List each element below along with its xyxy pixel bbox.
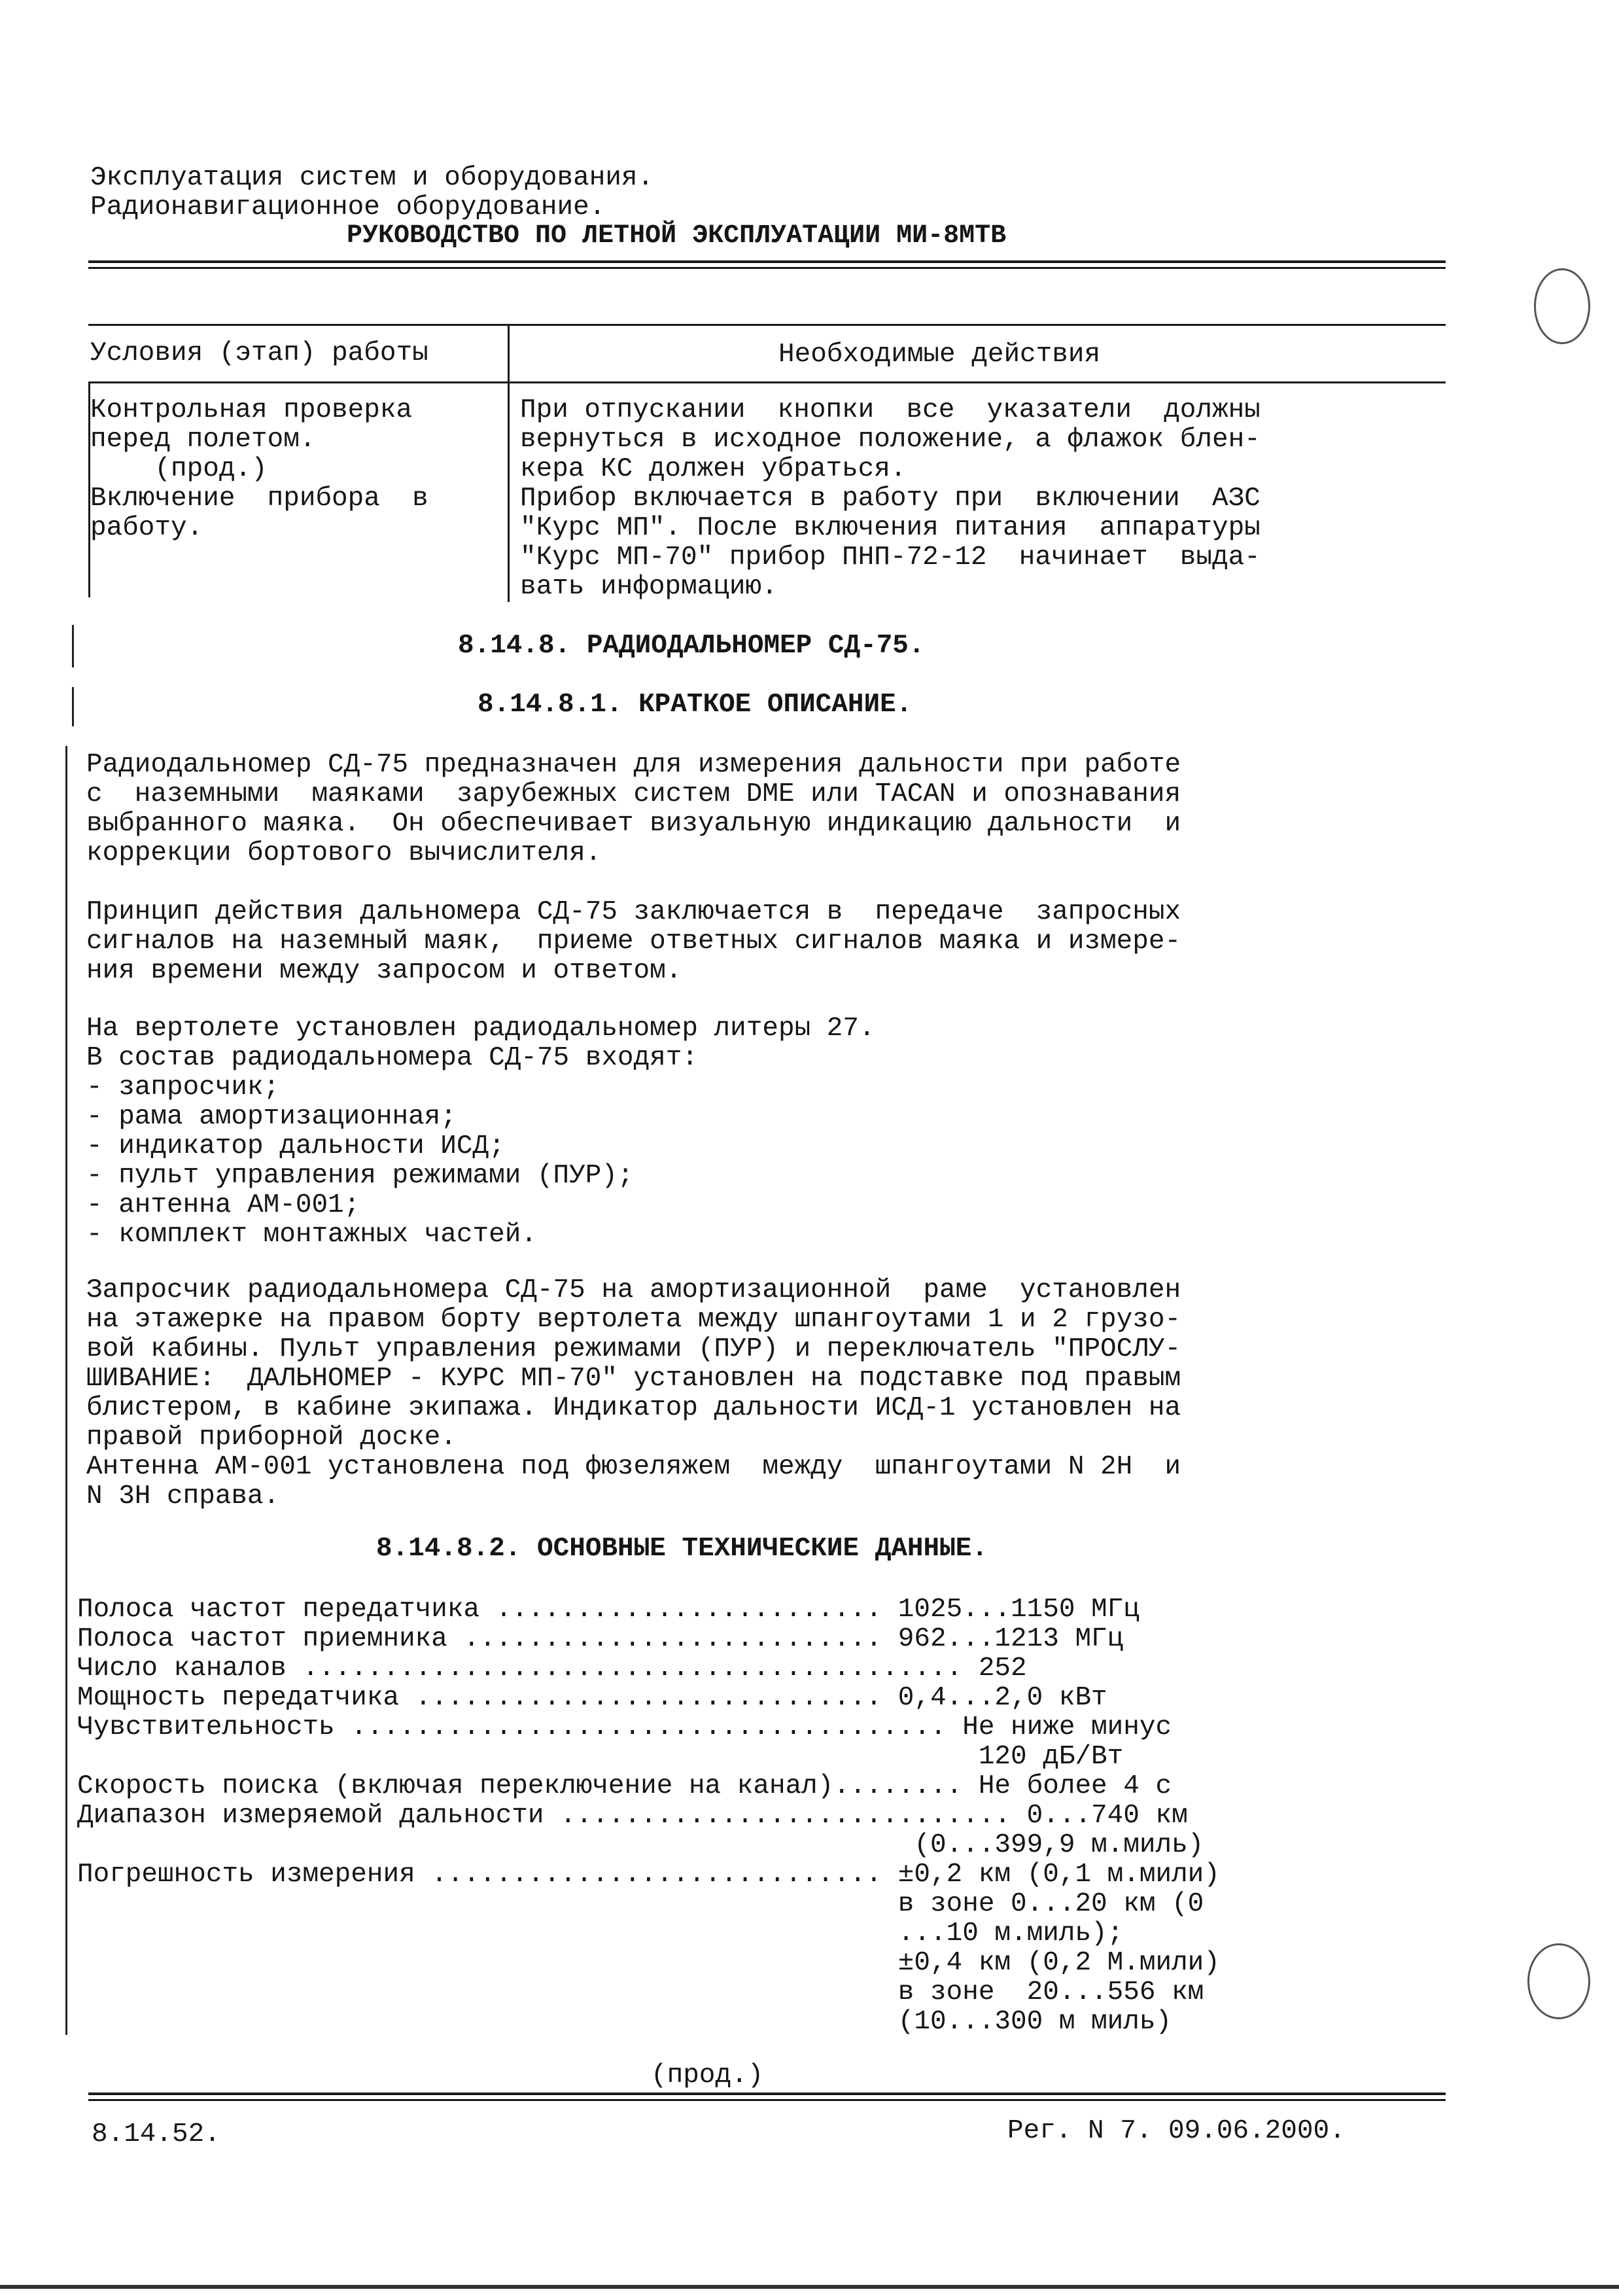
list-item: - пульт управления режимами (ПУР); (86, 1161, 634, 1191)
footer-rule-top (88, 2093, 1446, 2095)
spec-line: Число каналов ......................................... 252 (77, 1653, 1027, 1684)
table-col2-header: Необходимые действия (778, 340, 1101, 370)
header-rule-bottom (88, 267, 1446, 269)
subsection-title-description: 8.14.8.1. КРАТКОЕ ОПИСАНИЕ. (478, 690, 913, 720)
text-line: ния времени между запросом и ответом. (86, 956, 682, 986)
text-line: выбранного маяка. Он обеспечивает визуальную индикацию дальности и (86, 809, 1181, 839)
footer-rule-bottom (88, 2099, 1446, 2101)
list-item: - комплект монтажных частей. (86, 1220, 537, 1250)
spec-line: в зоне 20...556 км (77, 1977, 1204, 2007)
table-col1-line: перед полетом. (90, 425, 316, 455)
table-header-rule (88, 381, 1446, 383)
spec-line: в зоне 0...20 км (0 (77, 1889, 1204, 1919)
table-col2-line: вернуться в исходное положение, а флажок блен- (520, 425, 1261, 455)
registration-number: Рег. N 7. 09.06.2000. (1007, 2116, 1346, 2146)
table-top-rule (88, 324, 1446, 326)
header-line-2: Радионавигационное оборудование. (90, 192, 606, 222)
spec-line: Чувствительность ..................................... Не ниже минус (77, 1712, 1172, 1742)
table-col2-line: кера КС должен убраться. (520, 454, 907, 484)
spec-line: (10...300 м миль) (77, 2007, 1172, 2037)
spec-line: Полоса частот передатчика ........................ 1025...1150 МГц (77, 1595, 1140, 1625)
spec-line: 120 дБ/Вт (77, 1742, 1124, 1772)
list-item: - индикатор дальности ИСД; (86, 1131, 505, 1161)
table-col-divider (508, 324, 510, 602)
table-col1-line: работу. (90, 513, 203, 543)
table-col1-line: (прод.) (90, 454, 268, 484)
text-line: ШИВАНИЕ: ДАЛЬНОМЕР - КУРС МП-70" установлен на подставке под правым (86, 1364, 1181, 1394)
spec-line: Скорость поиска (включая переключение на канал)........ Не более 4 с (77, 1771, 1172, 1801)
text-line: правой приборной доске. (86, 1422, 457, 1453)
list-item: - антенна АМ-001; (86, 1190, 360, 1220)
text-line: Принцип действия дальномера СД-75 заключается в передаче запросных (86, 897, 1181, 927)
text-line: Радиодальномер СД-75 предназначен для измерения дальности при работе (86, 750, 1181, 780)
text-line: N 3Н справа. (86, 1481, 280, 1511)
scan-edge (0, 2285, 1619, 2289)
spec-line: (0...399,9 м.миль) (77, 1830, 1204, 1860)
text-line: сигналов на наземный маяк, приеме ответных сигналов маяка и измере- (86, 927, 1181, 957)
text-line: Запросчик радиодальномера СД-75 на амортизационной раме установлен (86, 1275, 1181, 1305)
table-col2-line: Прибор включается в работу при включении АЗС (520, 484, 1261, 514)
subsection-title-specs: 8.14.8.2. ОСНОВНЫЕ ТЕХНИЧЕСКИЕ ДАННЫЕ. (376, 1534, 988, 1564)
table-col2-line: "Курс МП". После включения питания аппаратуры (520, 513, 1261, 543)
text-line: блистером, в кабине экипажа. Индикатор дальности ИСД-1 установлен на (86, 1393, 1181, 1423)
text-line: с наземными маяками зарубежных систем DME или TACAN и опознавания (86, 779, 1181, 809)
margin-change-bar (72, 625, 74, 667)
punch-hole-top (1534, 268, 1590, 344)
section-title: 8.14.8. РАДИОДАЛЬНОМЕР СД-75. (458, 631, 925, 661)
text-line: на этажерке на правом борту вертолета между шпангоутами 1 и 2 грузо- (86, 1305, 1181, 1335)
spec-line: Мощность передатчика ............................. 0,4...2,0 кВт (77, 1683, 1107, 1713)
table-col2-line: вать информацию. (520, 572, 778, 602)
text-line: коррекции бортового вычислителя. (86, 838, 602, 868)
table-col1-header: Условия (этап) работы (90, 338, 428, 368)
list-item: - запросчик; (86, 1072, 280, 1103)
spec-line: ±0,4 км (0,2 М.мили) (77, 1948, 1220, 1978)
spec-line: Диапазон измеряемой дальности ............................ 0...740 км (77, 1801, 1188, 1831)
list-item: - рама амортизационная; (86, 1102, 457, 1132)
spec-line: Полоса частот приемника .......................... 962...1213 МГц (77, 1624, 1124, 1654)
text-line: В состав радиодальномера СД-75 входят: (86, 1043, 698, 1073)
page-number: 8.14.52. (92, 2119, 220, 2149)
table-col1-line: Включение прибора в (90, 484, 428, 514)
spec-line: ...10 м.миль); (77, 1918, 1124, 1949)
margin-change-bar (72, 687, 74, 726)
table-col1-line: Контрольная проверка (90, 395, 413, 425)
continued-marker: (прод.) (651, 2060, 764, 2091)
header-line-1: Эксплуатация систем и оборудования. (90, 163, 654, 193)
table-col2-line: При отпускании кнопки все указатели должны (520, 395, 1261, 425)
manual-title: РУКОВОДСТВО ПО ЛЕТНОЙ ЭКСПЛУАТАЦИИ МИ-8МТВ (347, 221, 1007, 251)
text-line: Антенна АМ-001 установлена под фюзеляжем между шпангоутами N 2Н и (86, 1452, 1181, 1482)
spec-line: Погрешность измерения ............................ ±0,2 км (0,1 м.мили) (77, 1860, 1220, 1890)
margin-change-bar (65, 746, 67, 2035)
table-col2-line: "Курс МП-70" прибор ПНП-72-12 начинает выда- (520, 542, 1261, 573)
header-rule-top (88, 260, 1446, 263)
text-line: На вертолете установлен радиодальномер литеры 27. (86, 1014, 875, 1044)
punch-hole-bottom (1527, 1943, 1590, 2019)
text-line: вой кабины. Пульт управления режимами (ПУР) и переключатель "ПРОСЛУ- (86, 1334, 1181, 1364)
